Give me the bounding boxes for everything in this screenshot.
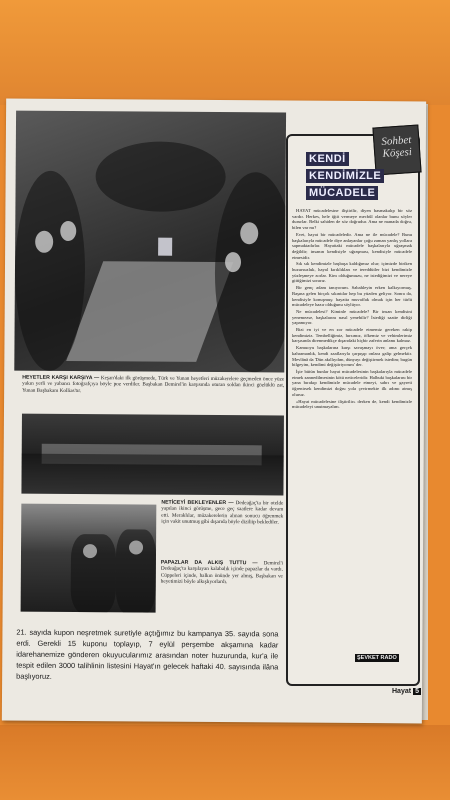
caption-head: PAPAZLAR DA ALKIŞ TUTTU — — [160, 559, 258, 567]
column-title-line1: KENDİ — [306, 152, 349, 166]
photo-delegations-meeting — [14, 111, 286, 373]
column-paragraph: Kamuoyu başkalarına karşı savaşmayı över; ama gerçek kahramanlık, kendi zaaflarıyla çarpışıp onlara galip gelmektir. Mevlânâ da 'Dün akıllıydım, dünyayı değiştirmek istedim; bugün bilgeyim, kendimi değiştiriyorum' der. — [292, 345, 412, 368]
column-title-line3: MÜCADELE — [306, 186, 378, 200]
column-paragraph: Sık sık kendimizle başbaşa kaldığımız olur; içimizde biriken huzursuzluk, hayal kırıklıkları ve tereddütler bizi kendimizle yüzleşmeye zorlar. Kim olduğumuzu, ne istediğimizi ve nereye gittiğimizi sorarız. — [292, 261, 412, 284]
photo-crowd-waiting — [21, 414, 284, 496]
caption-text: Dedeağaç'ta bir otelde yapılan ikinci görüşme, gece geç saatlere kadar devam etti. Meraklılar, müzakerelerin alınan sonucu öğrenmek için vakit unutmuş gibi dışarıda böyle diziliip beklediler. — [161, 500, 284, 526]
campaign-announcement: 21. sayıda kupon neşretmek suretiyle açtığımız bu kampanya 35. sayıda sona erdi. Gerekli 15 kuponu toplayıp, 7 eylül perşembe akşamına kadar idarehanemize gönderen okuyucularımız arasından noter huzurunda, kur'a ile tespit edilen 3000 talihlinin listesini Hayat'ın gelecek haftaki 40. sayısında ilâna başlıyoruz. — [16, 627, 279, 681]
caption-head: HEYETLER KARŞI KARŞIYA — — [22, 374, 100, 382]
caption-text: Keşan'daki ilk görüşmede, Türk ve Yunan heyetleri müzakerelere geçmeden önce yüze yakın yerli ve yabancı fotoğrafçıya böyle poz verdiler. Başbakan Demirel'in karşısında oturan soldan ikinci gözlüklü zat, Yunan Başbakanı Kollias'tır. — [22, 375, 285, 394]
badge-line1: Sohbet — [381, 133, 412, 149]
caption-head: NETİCEYİ BEKLEYENLER — — [161, 499, 234, 507]
column-title-line2: KENDİMİZLE — [306, 169, 384, 183]
background-top — [0, 0, 450, 105]
page-number-value: 5 — [415, 688, 419, 695]
sohbet-kosesi-badge — [372, 124, 421, 175]
photo-priests — [21, 504, 157, 613]
column-body — [292, 208, 412, 411]
caption-crowd — [161, 500, 283, 526]
column-author: ŞEVKET RADO — [357, 655, 397, 661]
caption-delegations — [22, 375, 284, 396]
magazine-brand: Hayat — [392, 688, 412, 695]
column-paragraph: HAYAT mücadelesine iliştirilir, diyen basmakalıp bir söz vardır. Herkes, hele iğtit vermeye mecbûl olanlar bunu söyler dururlar. Belki sahiden de söz doğrudur. Ama ne manada doğru, bilen var mı? — [292, 208, 412, 231]
caption-text: Demirel'i Dedeağaç'ta karşılayan kalabalık içinde papazlar da vardı. Cüppeleri içinde, halkın önünde yer almış, Başbakan ve heyetimizi böyle alkışlıyorlardı. — [160, 560, 283, 586]
caption-priests — [161, 560, 283, 586]
background-bottom — [0, 725, 450, 800]
column-paragraph: Bir genç adam tanıyorum. Sabahleyin erken kalkıyormuş. Başına gelen birçok sıkıntılar hep bu yüzden geliyor. Sonra da, kendisiyle konuşmuş: hayatta muvaffak olmak için her türlü mücadeleye hazır olduğunu söylüyor. — [292, 285, 412, 308]
page-number — [392, 688, 421, 695]
column-paragraph: Ne mücadelesi? Kiminle mücadele? Bir insan kendisini yenemezse, başkalarını nasıl yenebilir? İstediği saatte dirliği yapamıyor. — [292, 308, 412, 326]
column-paragraph: Bizi en iyi ve en zor mücadele etmemiz gereken rakip kendimiziz. Tembelliğimiz, hırsımız, öfkemiz ve vehimlerimiz karşısında direnmedikçe dışarıdaki hiçbir zaferin anlamı kalmaz. — [292, 327, 412, 344]
column-paragraph: «Hayat mücadelesine iliştirilir» derken de, kendi kendimizle mücadeleyi unutmayalım. — [292, 398, 412, 410]
column-paragraph: İşte bütün bunlar hayat mücadelesinin başkalarıyla mücadele etmek zannedilmesinin kötü neticeleridir. Halbuki başkalarını bir yana bırakıp kendimizle mücadele etmeyi, sabrı ve gayreti öğrenirsek kendimizi doğru yola çevirmekte ilk adımı atmış oluruz. — [292, 368, 412, 397]
badge-line2: Köşesi — [382, 145, 413, 161]
column-paragraph: Evet, hayat bir mücadeledir. Ama ne ile mücadele? Bunu başkalarıyla mücadele diye anlayanlar çoğu zaman yanlış yollara sapmaktadırlar. Hayattaki mücadele başkalarıyla uğraşmak değildir; insanın kendisiyle uğraşması, kendisiyle mücadele etmesidir. — [292, 231, 412, 260]
